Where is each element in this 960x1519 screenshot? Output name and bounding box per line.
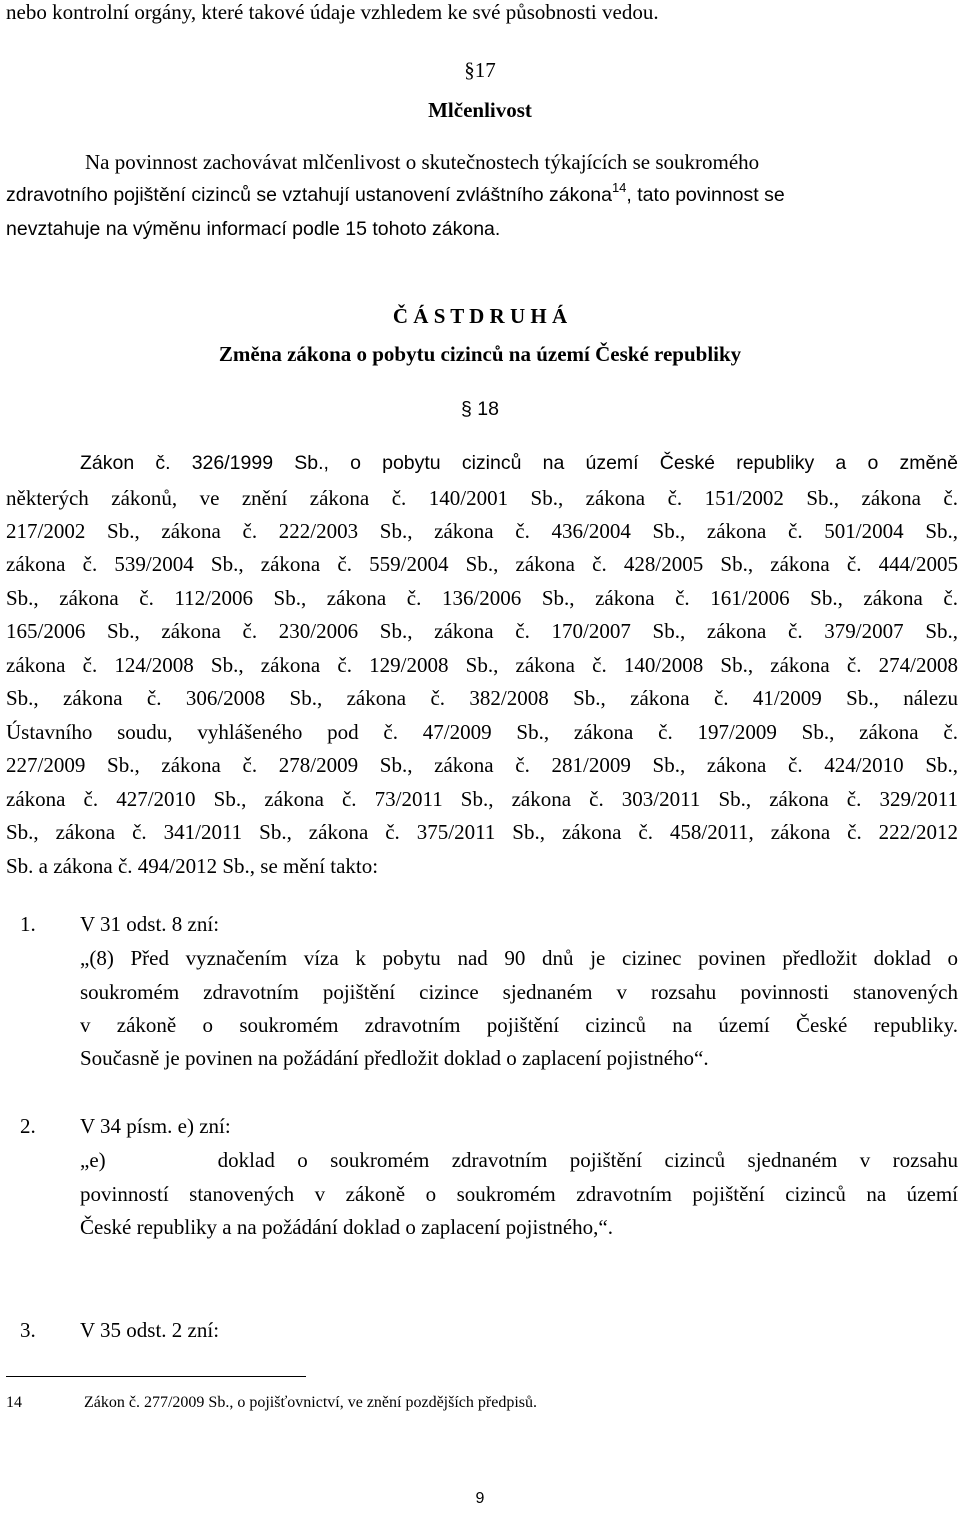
law-line: Sb., zákona č. 112/2006 Sb., zákona č. 136/2006 Sb., zákona č. 161/2006 Sb., zákona č. [6,586,958,610]
item-1-line: Současně je povinen na požádání předložit doklad o zaplacení pojistného“. [80,1046,709,1070]
section-17-number: 17 [474,58,496,82]
section-17-line-1: Na povinnost zachovávat mlčenlivost o skutečnostech týkajících se soukromého [85,150,760,174]
law-line: Sb., zákona č. 341/2011 Sb., zákona č. 375/2011 Sb., zákona č. 458/2011, zákona č. 222/2012 [6,820,958,844]
section-17-number-wrap [0,58,960,83]
section-17-line-2-text: zdravotního pojištění cizinců se vztahují ustanovení zvláštního zákona [6,184,612,206]
footnote-ref: 14 [611,180,627,195]
law-line: 165/2006 Sb., zákona č. 230/2006 Sb., zákona č. 170/2007 Sb., zákona č. 379/2007 Sb., [6,619,958,643]
section-17-line-2 [6,180,785,207]
item-2-line: České republiky a na požádání doklad o zaplacení pojistného,“. [80,1215,613,1239]
item-1-head: V 31 odst. 8 zní: [80,912,220,936]
item-3-head: V 35 odst. 2 zní: [80,1318,220,1342]
law-line: Sb., zákona č. 306/2008 Sb., zákona č. 382/2008 Sb., zákona č. 41/2009 Sb., nálezu [6,686,958,710]
law-line: Sb. a zákona č. 494/2012 Sb., se mění takto: [6,854,379,878]
item-1-line: v zákoně o soukromém zdravotním pojištění cizinců na území České republiky. [80,1013,958,1037]
item-2-head: V 34 písm. e) zní: [80,1114,231,1138]
item-2-line: povinností stanovených v zákoně o soukromém zdravotním pojištění cizinců na území [80,1182,958,1206]
law-line: 217/2002 Sb., zákona č. 222/2003 Sb., zákona č. 436/2004 Sb., zákona č. 501/2004 Sb., [6,519,958,543]
part-subtitle: Změna zákona o pobytu cizinců na území České republiky [218,342,742,366]
section-sign-icon: § [461,398,478,420]
section-18-number-wrap [0,398,960,421]
item-3-number: 3. [20,1318,36,1342]
part-heading: Č Á S T D R U H Á [392,304,568,328]
section-18-number: 18 [477,398,499,420]
continuation-line: nebo kontrolní orgány, které takové údaje vzhledem ke své působnosti vedou. [6,0,659,24]
page-number: 9 [475,1490,485,1507]
law-line: zákona č. 539/2004 Sb., zákona č. 559/2004 Sb., zákona č. 428/2005 Sb., zákona č. 444/2005 [6,552,958,576]
item-1-number: 1. [20,912,36,936]
section-17-line-2-tail: , tato povinnost se [626,184,785,206]
law-line: Zákon č. 326/1999 Sb., o pobytu cizinců na území České republiky a o změně [80,452,958,474]
law-line: některých zákonů, ve znění zákona č. 140/2001 Sb., zákona č. 151/2002 Sb., zákona č. [6,486,958,510]
law-line: zákona č. 124/2008 Sb., zákona č. 129/2008 Sb., zákona č. 140/2008 Sb., zákona č. 274/2008 [6,653,958,677]
section-sign-icon: § [464,58,475,82]
item-1-line: soukromém zdravotním pojištění cizince sjednaném v rozsahu povinnosti stanovených [80,980,958,1004]
item-1-line: „(8) Před vyznačením víza k pobytu nad 90 dnů je cizinec povinen předložit doklad o [80,946,958,970]
section-17-title: Mlčenlivost [428,98,532,122]
footnote-text: Zákon č. 277/2009 Sb., o pojišťovnictví, ve znění pozdějších předpisů. [84,1394,537,1411]
item-2-line: „e) doklad o soukromém zdravotním pojištění cizinců sjednaném v rozsahu [80,1148,958,1172]
law-line: 227/2009 Sb., zákona č. 278/2009 Sb., zákona č. 281/2009 Sb., zákona č. 424/2010 Sb., [6,753,958,777]
section-17-line-3: nevztahuje na výměnu informací podle 15 tohoto zákona. [6,218,501,240]
footnote-rule [6,1376,306,1377]
law-line: Ústavního soudu, vyhlášeného pod č. 47/2009 Sb., zákona č. 197/2009 Sb., zákona č. [6,720,958,744]
footnote-number: 14 [6,1394,22,1411]
law-line: zákona č. 427/2010 Sb., zákona č. 73/2011 Sb., zákona č. 303/2011 Sb., zákona č. 329/2011 [6,787,958,811]
item-2-number: 2. [20,1114,36,1138]
